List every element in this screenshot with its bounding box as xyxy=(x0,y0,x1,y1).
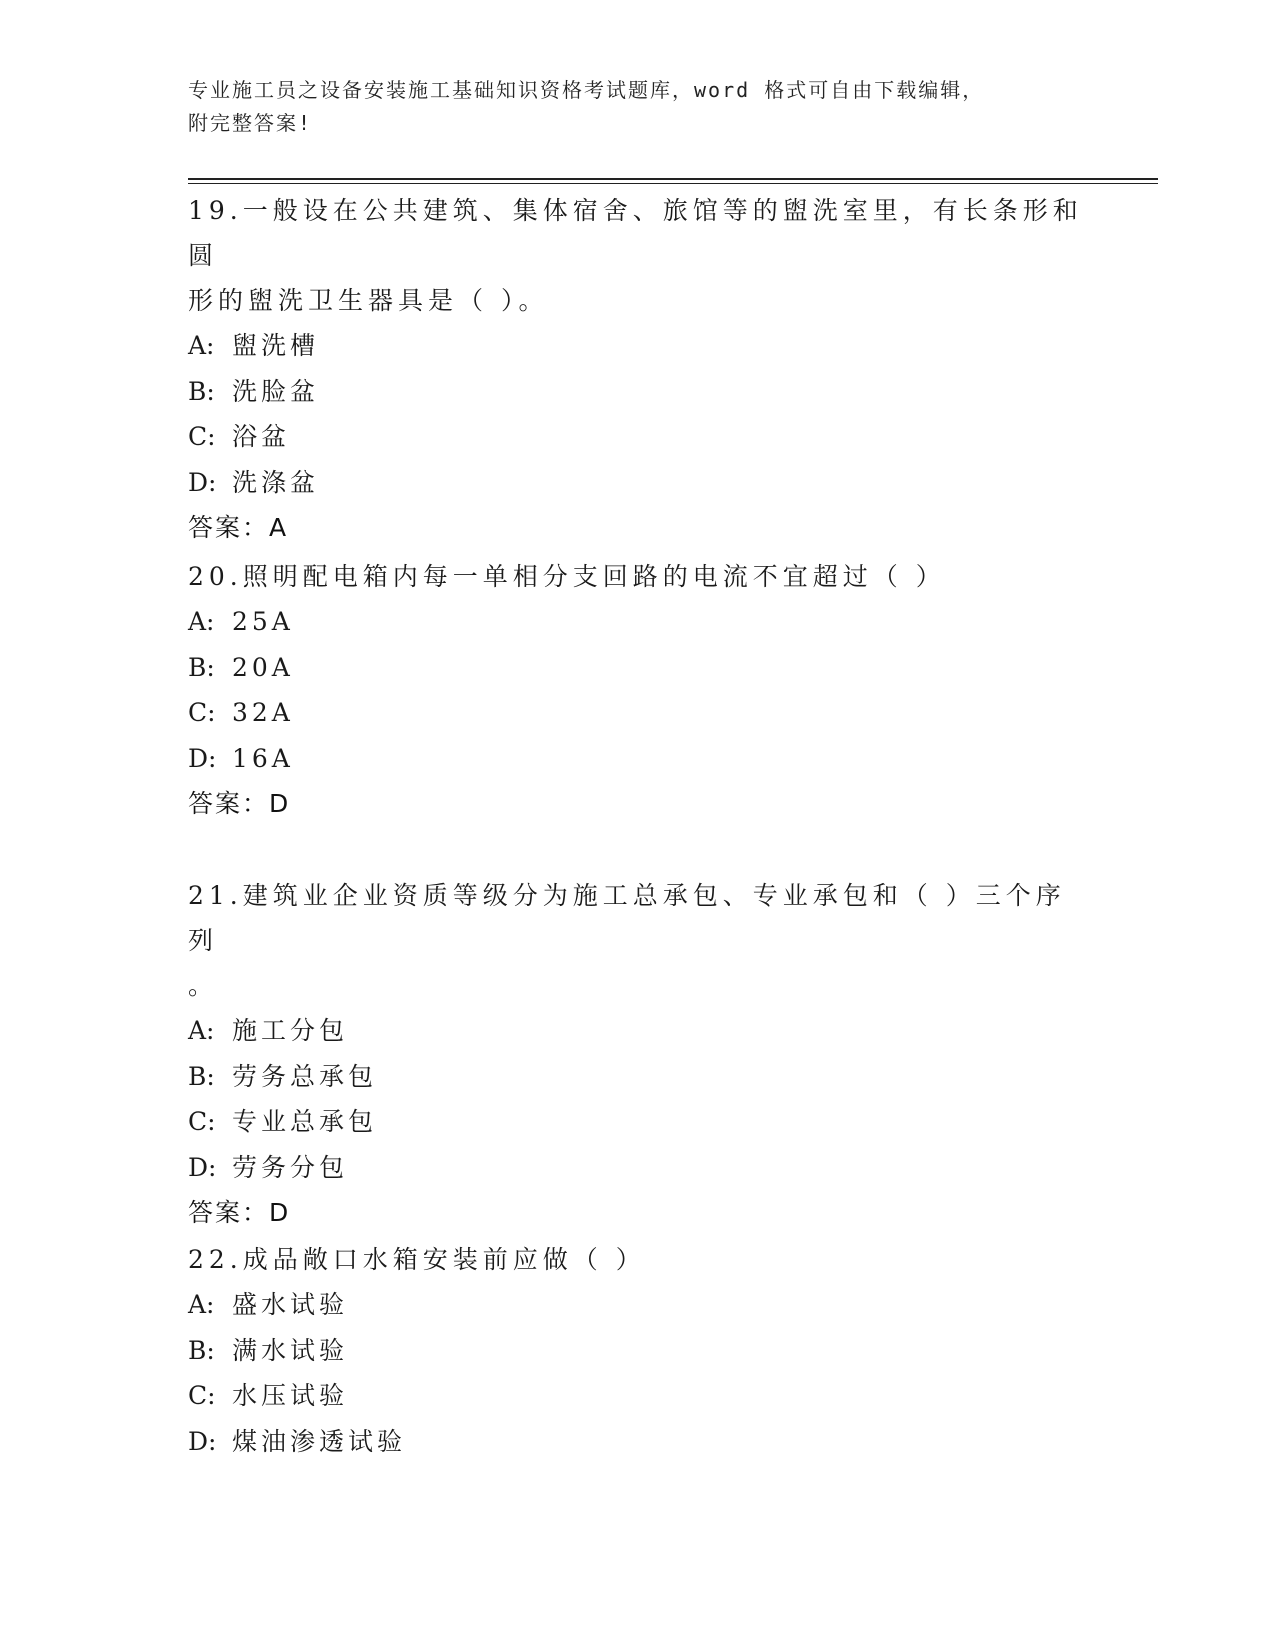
option-b xyxy=(188,1328,1088,1374)
option-key: A: xyxy=(188,331,215,360)
option-b xyxy=(188,1054,1088,1100)
option-c xyxy=(188,690,1088,736)
option-key: B: xyxy=(188,652,215,682)
option-key: D: xyxy=(188,467,217,497)
question-19 xyxy=(188,188,1088,550)
option-key: B: xyxy=(188,1061,215,1091)
option-key: B: xyxy=(188,376,215,406)
option-key: A: xyxy=(188,607,215,636)
option-key: C: xyxy=(188,422,216,451)
option-key: B: xyxy=(188,1335,215,1365)
question-stem-line-1: 21.建筑业企业资质等级分为施工总承包、专业承包和（ ）三个序列 xyxy=(188,881,1066,955)
option-b xyxy=(188,369,1088,415)
option-d xyxy=(188,736,1088,782)
option-text: 25A xyxy=(232,607,294,636)
option-key: A: xyxy=(188,1290,215,1319)
option-text: 煤油渗透试验 xyxy=(232,1426,407,1456)
option-key: D: xyxy=(188,1152,217,1182)
header-line-2: 附完整答案! xyxy=(188,111,313,135)
option-text: 洗涤盆 xyxy=(232,467,320,497)
option-b xyxy=(188,645,1088,691)
answer-label: 答案：D xyxy=(188,1198,291,1227)
option-text: 32A xyxy=(232,698,294,727)
option-c xyxy=(188,414,1088,460)
option-text: 洗脸盆 xyxy=(232,376,320,406)
question-stem-line-1: 20.照明配电箱内每一单相分支回路的电流不宜超过（ ） xyxy=(188,562,946,591)
header-divider-thin xyxy=(188,183,1158,184)
question-22 xyxy=(188,1237,1088,1464)
document-header xyxy=(188,74,1068,140)
option-text: 盛水试验 xyxy=(232,1290,349,1319)
question-stem-line-1: 19.一般设在公共建筑、集体宿舍、旅馆等的盥洗室里，有长条形和圆 xyxy=(188,196,1083,270)
option-a xyxy=(188,1282,1088,1328)
option-text: 16A xyxy=(232,743,294,773)
option-text: 劳务总承包 xyxy=(232,1061,378,1091)
option-text: 20A xyxy=(232,652,294,682)
option-a xyxy=(188,1008,1088,1054)
option-text: 浴盆 xyxy=(232,422,291,451)
question-stem-line-2: 。 xyxy=(188,971,219,1000)
question-stem-line-1: 22.成品敞口水箱安装前应做（ ） xyxy=(188,1245,646,1274)
option-key: D: xyxy=(188,743,217,773)
answer-label: 答案：D xyxy=(188,789,291,818)
answer-label: 答案：A xyxy=(188,513,289,542)
header-line-1: 专业施工员之设备安装施工基础知识资格考试题库，word 格式可自由下载编辑， xyxy=(188,78,985,102)
option-text: 盥洗槽 xyxy=(232,331,320,360)
option-text: 满水试验 xyxy=(232,1335,349,1365)
option-key: C: xyxy=(188,1381,216,1410)
option-c xyxy=(188,1373,1088,1419)
option-a xyxy=(188,323,1088,369)
option-d xyxy=(188,460,1088,506)
option-key: C: xyxy=(188,698,216,727)
option-c xyxy=(188,1099,1088,1145)
option-a xyxy=(188,599,1088,645)
option-d xyxy=(188,1145,1088,1191)
option-key: D: xyxy=(188,1426,217,1456)
question-20 xyxy=(188,554,1088,826)
option-text: 专业总承包 xyxy=(232,1107,378,1136)
option-d xyxy=(188,1419,1088,1465)
option-text: 水压试验 xyxy=(232,1381,349,1410)
option-key: C: xyxy=(188,1107,216,1136)
question-stem-line-2: 形的盥洗卫生器具是（ ）。 xyxy=(188,286,549,315)
option-key: A: xyxy=(188,1016,215,1045)
option-text: 施工分包 xyxy=(232,1016,349,1045)
option-text: 劳务分包 xyxy=(232,1152,349,1182)
header-divider-thick xyxy=(188,178,1158,180)
question-21 xyxy=(188,873,1088,1235)
